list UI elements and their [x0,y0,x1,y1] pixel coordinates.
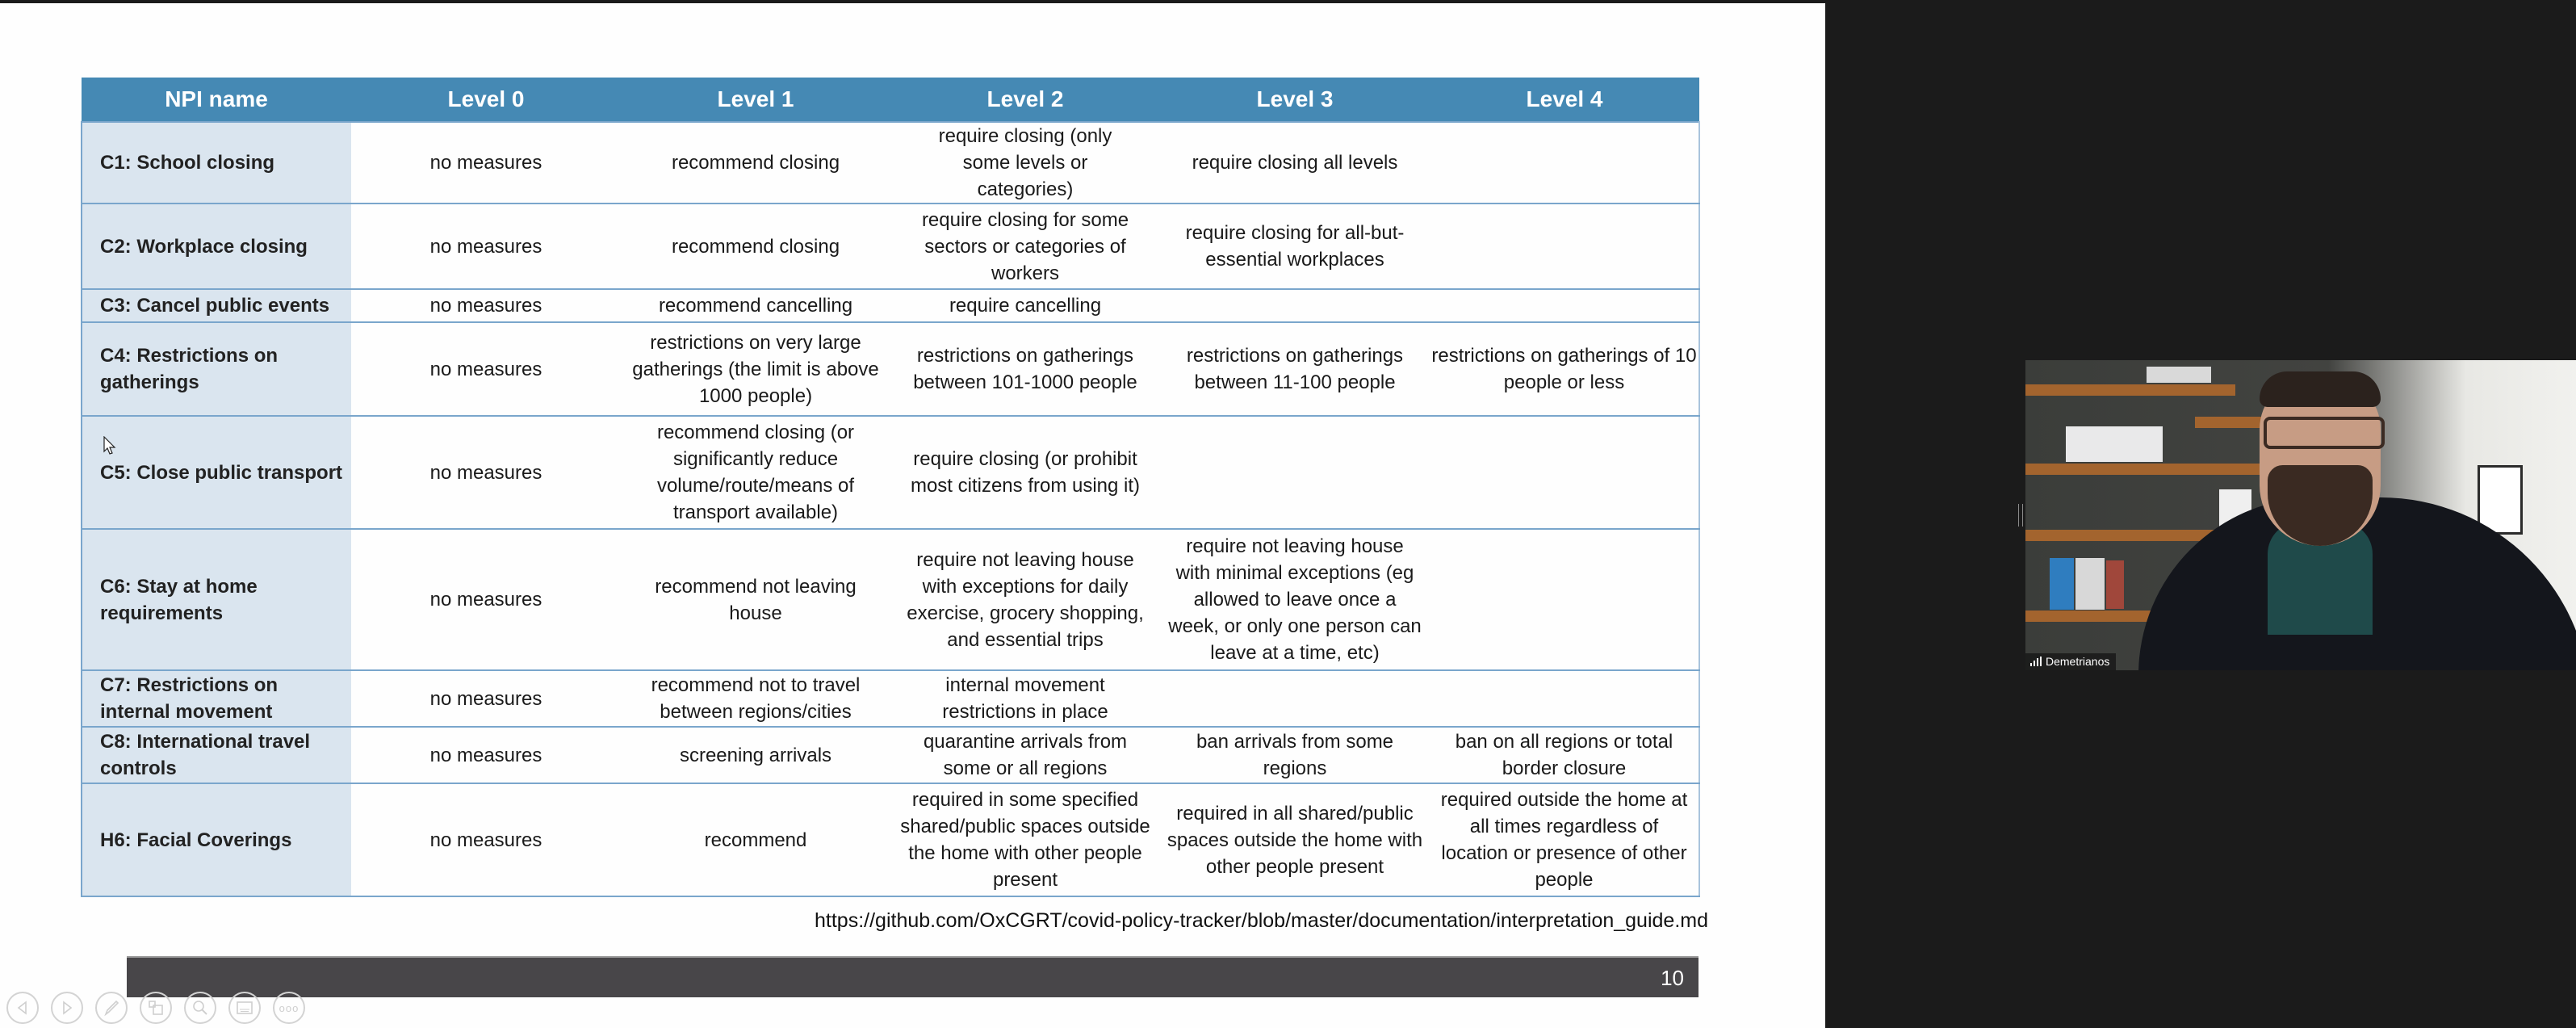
level-3-cell [1160,416,1430,529]
table-row [82,322,1699,416]
more-dots-icon: ooo [279,1001,299,1014]
level-2-cell: require not leaving house with exceptions for daily exercise, grocery shopping, and essential trips [890,529,1160,670]
table-row [82,783,1699,896]
npi-name-cell: C5: Close public transport [82,416,351,529]
slide-footer-bar [127,956,1698,997]
npi-name-cell: C1: School closing [82,122,351,204]
level-0-cell: no measures [351,289,621,322]
table-row [82,529,1699,670]
slides-grid-icon [147,999,165,1017]
header-level-1: Level 1 [621,78,890,122]
level-4-cell: required outside the home at all times regardless of location or presence of other people [1430,783,1699,896]
npi-name-cell: C8: International travel controls [82,727,351,783]
level-3-cell: restrictions on gatherings between 11-100 people [1160,322,1430,416]
mouse-cursor-icon [103,436,116,455]
level-2-cell: quarantine arrivals from some or all regions [890,727,1160,783]
npi-levels-table [81,78,1700,897]
level-1-cell: screening arrivals [621,727,890,783]
table-row [82,122,1699,204]
table-row [82,416,1699,529]
presenter-toolbar [6,992,305,1026]
level-3-cell [1160,289,1430,322]
video-book [2147,367,2211,383]
level-1-cell: recommend not to travel between regions/cities [621,670,890,727]
level-1-cell: recommend cancelling [621,289,890,322]
level-2-cell: required in some specified shared/public spaces outside the home with other people present [890,783,1160,896]
level-2-cell: require closing (or prohibit most citizens from using it) [890,416,1160,529]
zoom-slide-button[interactable] [184,992,216,1024]
level-3-cell: required in all shared/public spaces outside the home with other people present [1160,783,1430,896]
previous-slide-button[interactable] [6,992,39,1024]
level-1-cell: recommend closing [621,122,890,204]
npi-name-cell: C3: Cancel public events [82,289,351,322]
npi-name-cell: C7: Restrictions on internal movement [82,670,351,727]
level-4-cell: restrictions on gatherings of 10 people or less [1430,322,1699,416]
table-row [82,727,1699,783]
npi-name-cell: C6: Stay at home requirements [82,529,351,670]
level-1-cell: recommend [621,783,890,896]
signal-strength-icon [2030,657,2042,666]
person-glasses [2264,417,2385,449]
more-options-button[interactable] [273,992,305,1024]
presentation-slide [0,3,1825,1028]
level-0-cell: no measures [351,783,621,896]
level-0-cell: no measures [351,204,621,289]
level-0-cell: no measures [351,727,621,783]
level-0-cell: no measures [351,529,621,670]
level-0-cell: no measures [351,416,621,529]
level-4-cell [1430,416,1699,529]
level-0-cell: no measures [351,670,621,727]
level-0-cell: no measures [351,122,621,204]
level-2-cell: restrictions on gatherings between 101-1000 people [890,322,1160,416]
level-3-cell: ban arrivals from some regions [1160,727,1430,783]
participant-name: Demetrianos [2046,655,2110,668]
level-3-cell: require not leaving house with minimal exceptions (eg allowed to leave once a week, or only one person can leave at a time, etc) [1160,529,1430,670]
level-4-cell [1430,289,1699,322]
level-2-cell: require cancelling [890,289,1160,322]
participant-name-tag [2025,653,2116,670]
level-2-cell: require closing for some sectors or categories of workers [890,204,1160,289]
table-row [82,204,1699,289]
level-4-cell: ban on all regions or total border closure [1430,727,1699,783]
slide-page-number: 10 [1661,966,1684,990]
video-book [2075,558,2105,610]
npi-name-cell: H6: Facial Coverings [82,783,351,896]
level-4-cell [1430,529,1699,670]
video-shelf [2025,384,2235,396]
pen-tool-button[interactable] [95,992,128,1024]
pen-icon [103,999,120,1017]
table-row [82,289,1699,322]
subtitles-button[interactable] [228,992,261,1024]
level-1-cell: recommend not leaving house [621,529,890,670]
magnifier-icon [191,999,209,1017]
level-2-cell: internal movement restrictions in place [890,670,1160,727]
video-shelf [2025,530,2227,541]
next-slide-button[interactable] [51,992,83,1024]
see-all-slides-button[interactable] [140,992,172,1024]
level-4-cell [1430,122,1699,204]
header-level-4: Level 4 [1430,78,1699,122]
level-2-cell: require closing (only some levels or categories) [890,122,1160,204]
level-4-cell [1430,204,1699,289]
level-0-cell: no measures [351,322,621,416]
header-level-2: Level 2 [890,78,1160,122]
level-3-cell [1160,670,1430,727]
video-book [2106,560,2124,609]
level-3-cell: require closing all levels [1160,122,1430,204]
npi-name-cell: C2: Workplace closing [82,204,351,289]
header-npi-name: NPI name [82,78,351,122]
table-header-row [82,78,1699,122]
header-level-3: Level 3 [1160,78,1430,122]
npi-name-cell: C4: Restrictions on gatherings [82,322,351,416]
video-book [2066,426,2163,462]
table-row [82,670,1699,727]
level-4-cell [1430,670,1699,727]
triangle-left-icon [14,999,31,1017]
subtitles-icon [236,999,253,1017]
level-1-cell: restrictions on very large gatherings (the limit is above 1000 people) [621,322,890,416]
person-hair [2260,371,2381,407]
header-level-0: Level 0 [351,78,621,122]
triangle-right-icon [58,999,76,1017]
source-url[interactable]: https://github.com/OxCGRT/covid-policy-tracker/blob/master/documentation/interpretation_guide.md [815,909,1708,932]
video-resize-handle[interactable] [2018,504,2023,527]
video-book [2050,558,2074,610]
participant-video[interactable] [2025,360,2576,670]
level-1-cell: recommend closing [621,204,890,289]
level-1-cell: recommend closing (or significantly reduce volume/route/means of transport available) [621,416,890,529]
level-3-cell: require closing for all-but-essential workplaces [1160,204,1430,289]
